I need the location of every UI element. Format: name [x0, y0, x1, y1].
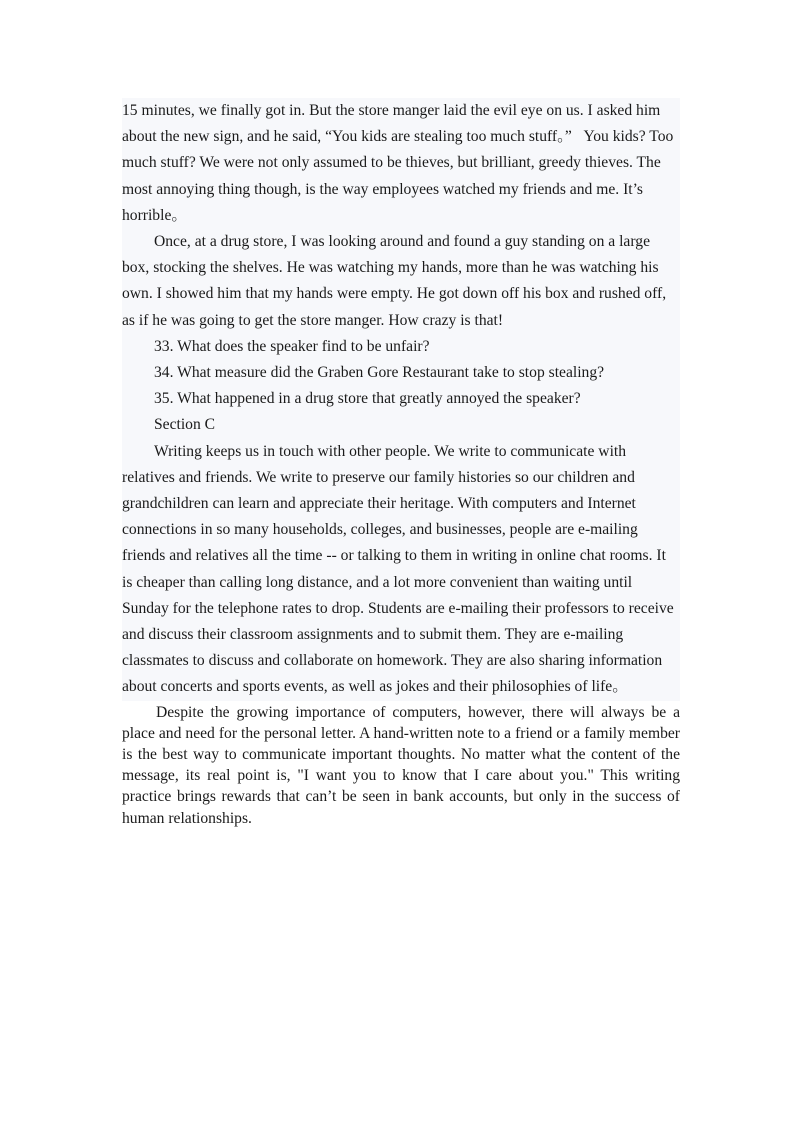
question-35: 35. What happened in a drug store that greatly annoyed the speaker? — [154, 390, 581, 408]
shaded-section — [122, 98, 680, 701]
paragraph-writing: Writing keeps us in touch with other people. We write to communicate with relatives and friends. We write to preserve our family histories so our children and grandchildren can learn and appreciate their heritage. With computers and Internet connections in so many households, colleges, and businesses, people are e-mailing friends and relatives all the time -- or talking to them in writing in online chat rooms. It is cheaper than calling long distance, and a lot more convenient than waiting until Sunday for the telephone rates to drop. Students are e-mailing their professors to receive and discuss their classroom assignments and to submit them. They are e-mailing classmates to discuss and collaborate on homework. They are also sharing information about concerts and sports events, as well as jokes and their philosophies of life。 — [122, 442, 674, 696]
final-section — [122, 702, 680, 829]
section-heading: Section C — [154, 416, 216, 434]
document-body — [122, 98, 680, 829]
paragraph-personal-letter: Despite the growing importance of computers, however, there will always be a place and need for the personal letter. A hand-written note to a friend or a family member is the best way to communicate important thoughts. No matter what the content of the message, its real point is, "I want you to know that I care about you." This writing practice brings rewards that can’t be seen in bank accounts, but only in the success of human relationships. — [122, 703, 680, 827]
paragraph-store-manager: 15 minutes, we finally got in. But the store manger laid the evil eye on us. I asked him about the new sign, and he said, “You kids are stealing too much stuff。” You kids? Too much stuff? We were not only assumed to be thieves, but brilliant, greedy thieves. The most annoying thing though, is the way employees watched my friends and me. It’s horrible。 — [122, 102, 674, 224]
question-34: 34. What measure did the Graben Gore Restaurant take to stop stealing? — [154, 364, 605, 382]
question-33: 33. What does the speaker find to be unfair? — [154, 337, 430, 355]
paragraph-drug-store: Once, at a drug store, I was looking around and found a guy standing on a large box, stocking the shelves. He was watching my hands, more than he was watching his own. I showed him that my hands were empty. He got down off his box and rushed off, as if he was going to get the store manger. How crazy is that! — [122, 233, 667, 329]
